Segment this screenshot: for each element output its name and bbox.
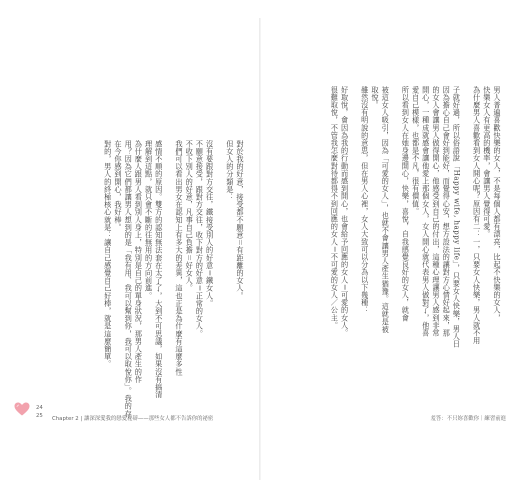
paragraph: 不收下別人的好意，凡事自己負擔＝好女人。 xyxy=(185,140,195,292)
right-page xyxy=(261,0,520,500)
paragraph: 快樂女人有更高的機率，會讓男人覺得可愛。 xyxy=(482,86,492,238)
page-number: 25 xyxy=(36,413,43,419)
paragraph: 開心，一種成就感會讓他愛上那個女人，女人開心就代表男人做對了，他喜 xyxy=(421,86,431,337)
right-body-text xyxy=(329,86,502,349)
paragraph: 感情不順的原因。雙方的認知無法套在太了了，大到不可思議，如果沒有搞清 xyxy=(154,140,164,399)
paragraph: 為什麼人跟男人看到別人身上，特別是自己的單身狀況，那男人產生的作 xyxy=(134,140,144,384)
paragraph: 用？因為它們都讓男人想到的是「我有用、我可以幫到你，我可以取悅你」。我的存 xyxy=(124,140,134,418)
paragraph: 因為擔心自己會好到能好，而覺得心安，想方設法的讓對方心情好起來，那 xyxy=(442,86,452,337)
paragraph: 沒有要跟對方交往，鐵接受別人的好意＝鐵女人。 xyxy=(205,140,215,308)
paragraph: 對的，男人的終極核心就是：讓自己感覺自己好棒，就是這麼簡單。 xyxy=(103,140,113,368)
section-running-head: 羞答：不只妳喜歡你｜練習前進 xyxy=(430,416,506,422)
paragraph: 愛自己模樣，也都是不凡，很有價值。 xyxy=(411,86,421,216)
paragraph: 但女人的分類是： xyxy=(225,140,235,201)
paragraph: 我們可以看出男女在認知上有多大的差異，這也正是為什麼有這麼多性 xyxy=(174,140,184,376)
heart-icon xyxy=(14,402,30,416)
page-numbers xyxy=(36,404,43,420)
paragraph: 不願意接受，跟對方交往，收下對方的好意＝正常的女人。 xyxy=(195,140,205,338)
paragraph: 很難取悅，不管我怎麼對待都得不到回應的女人＝不可愛的女人／公主。 xyxy=(330,86,340,330)
paragraph: 被這女人吸引，因為「可愛的女人」，也就不會讓男人產生猶豫。這就是被 xyxy=(381,86,391,334)
paragraph: 理解到這點，就只會不斷的往無用的方向前進。 xyxy=(144,140,154,300)
paragraph: 子就好過，所以俗語說「Happy wife, happy life」，只要女人快樂，男人日 xyxy=(452,86,462,349)
paragraph: 雖然沒有明說的意思，但在男人心裡，女人大致可以分為以下幾種： xyxy=(360,86,370,314)
paragraph: 為什麼男人喜歡看到女人開心呢？原因有二：一，只要女人快樂，男人就不用 xyxy=(472,86,482,345)
paragraph: 的女人會讓男人做得開心，他感受到自己的付出，這種心理讓男人感到非常 xyxy=(431,86,441,337)
paragraph: 取悅。 xyxy=(370,86,380,109)
chapter-running-head: Chapter 2 | 讓深深愛我的戀愛秘辯——那些女人都不告訴你的祕密 xyxy=(52,416,214,422)
left-page xyxy=(0,0,259,500)
paragraph: 在今你感到開心，我好棒。 xyxy=(113,140,123,232)
paragraph: 所以看到女人在她身邊開心，快樂，喜悅，自我感覺良好的女人，就會 xyxy=(401,86,411,322)
paragraph: 好取悅，會因為我的行動而感到開心，也會給予回應的女人＝可愛的女人。 xyxy=(340,86,350,337)
left-body-text xyxy=(103,140,245,418)
paragraph: 對於我的好意，接受都不願意＝有距離的女人。 xyxy=(236,140,245,300)
page-number: 24 xyxy=(36,405,43,411)
paragraph: 男人普遍喜歡快樂的女人，不是每個人都有漂亮，比起不快樂的女人， xyxy=(493,86,502,322)
